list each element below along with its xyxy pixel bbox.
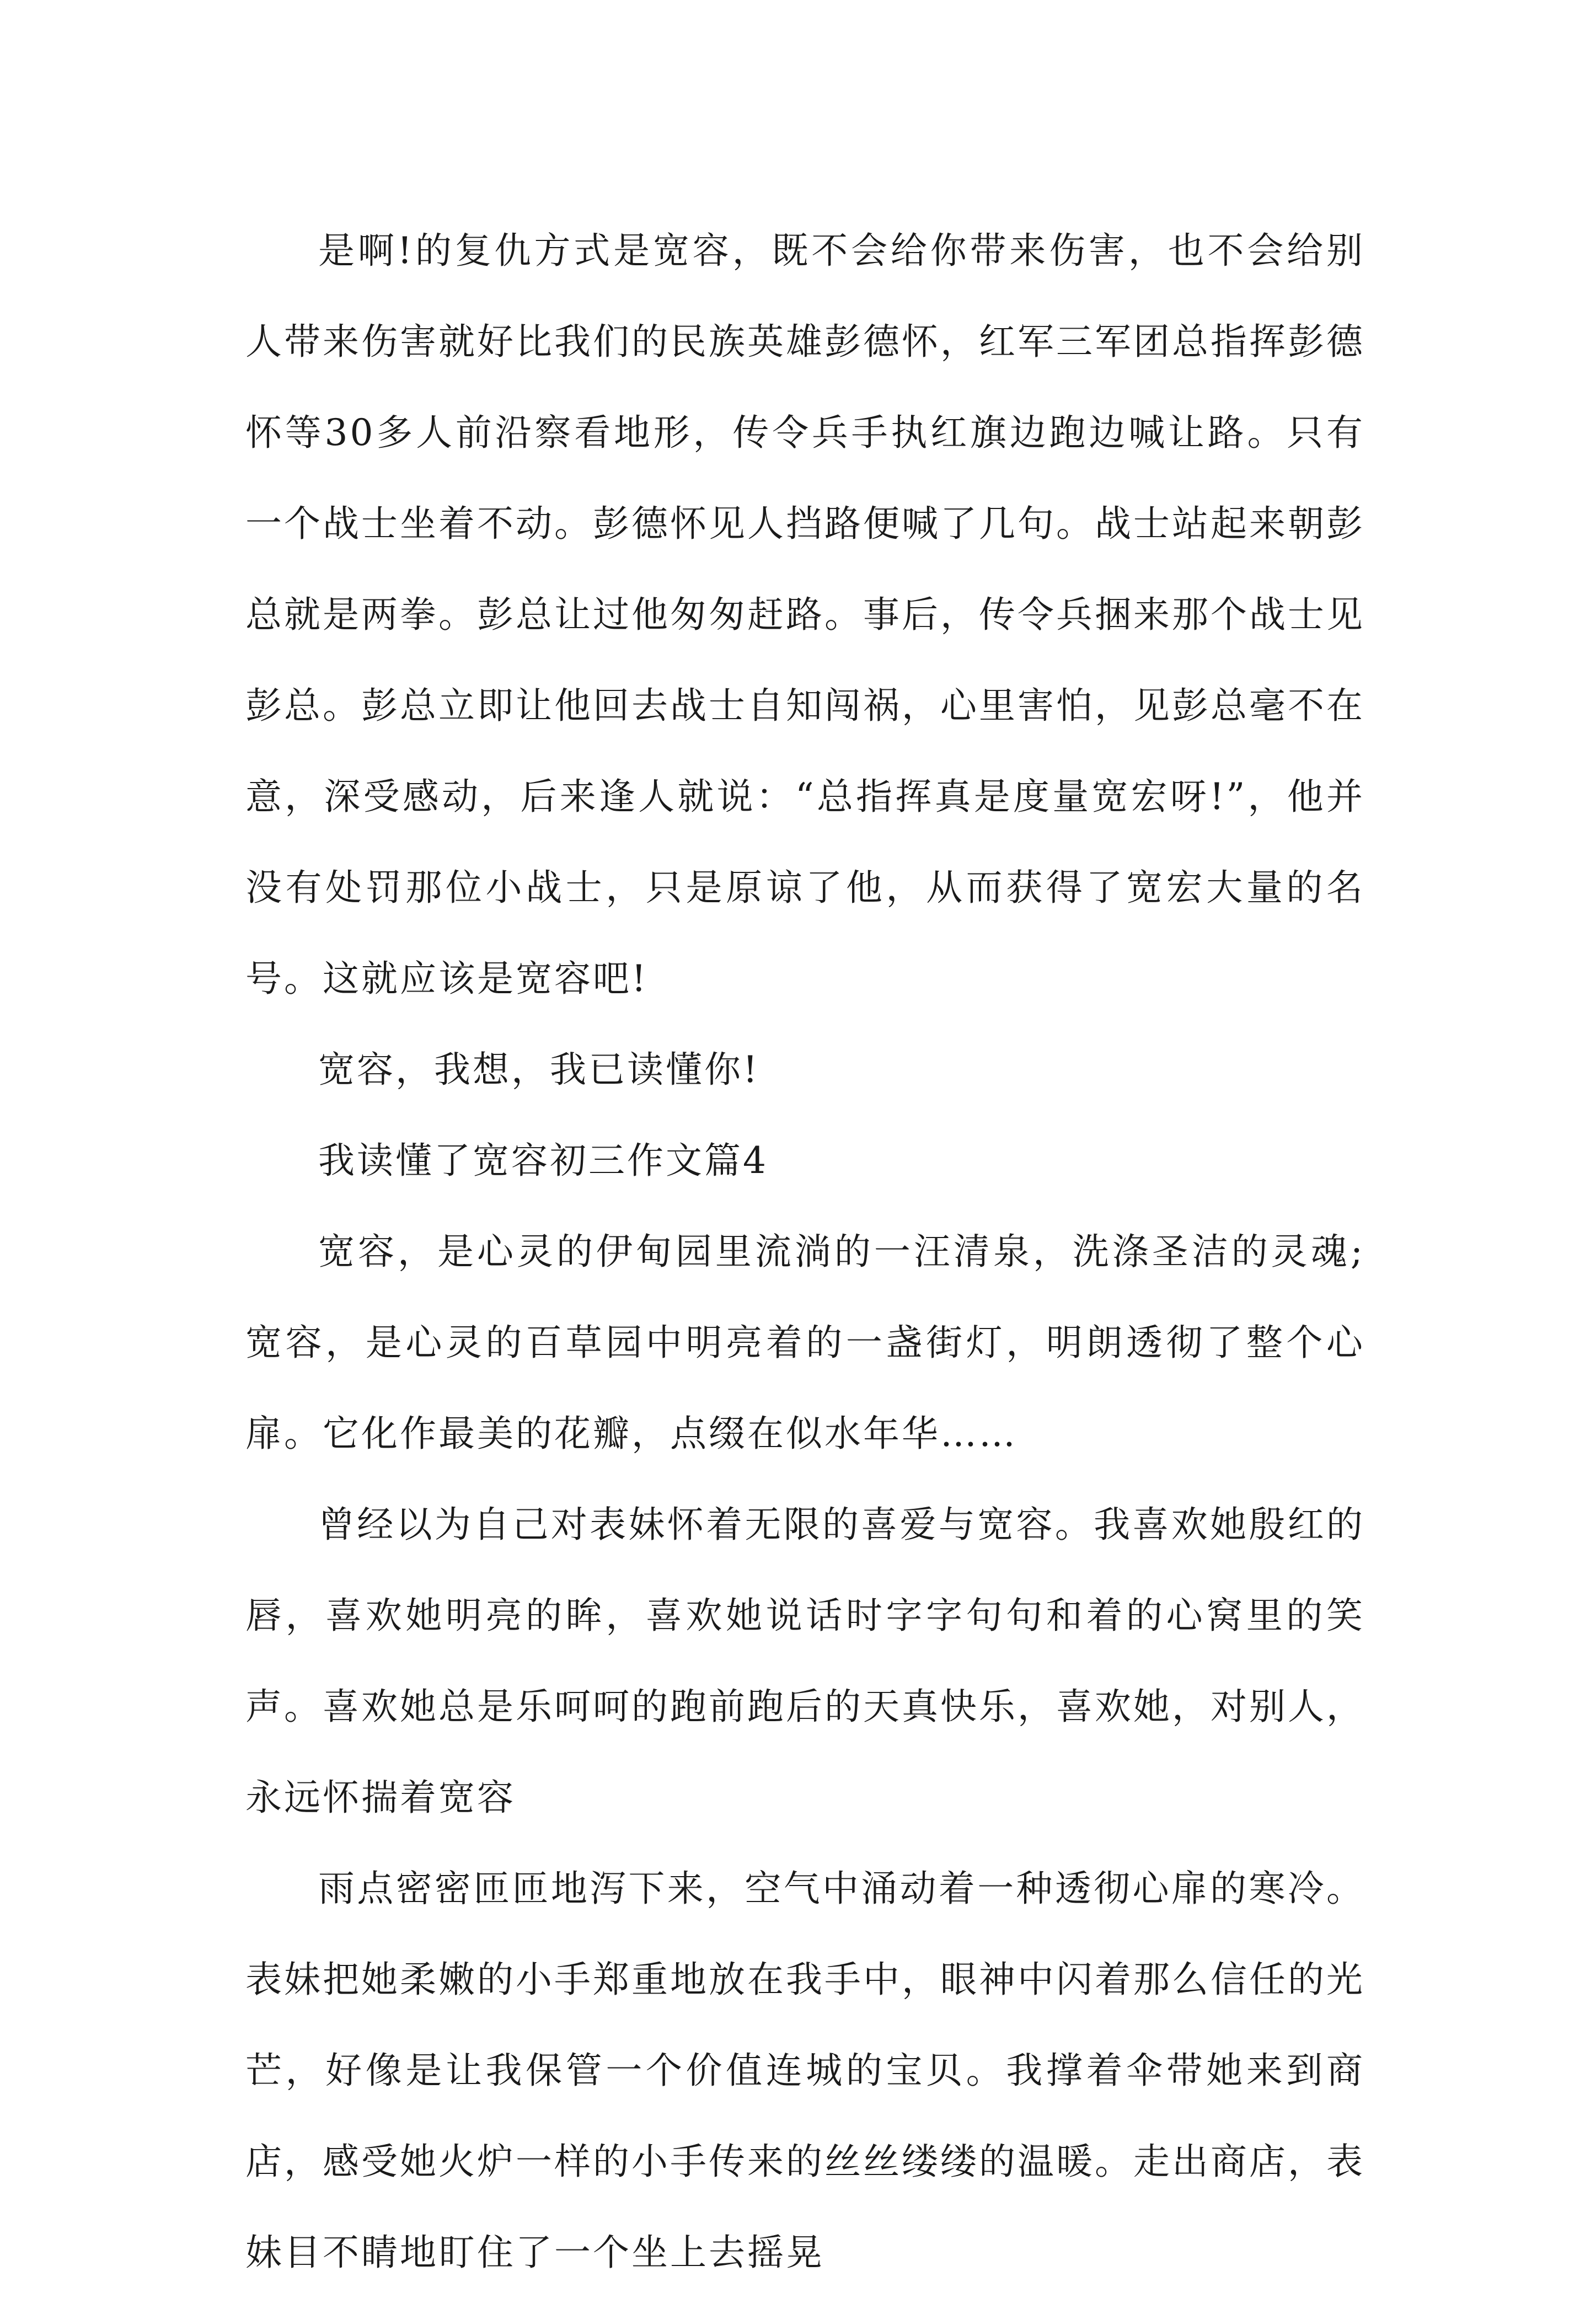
paragraph-peng-dehuai: 是啊!的复仇方式是宽容，既不会给你带来伤害，也不会给别人带来伤害就好比我们的民族英雄彭德怀，红军三军团总指挥彭德怀等30多人前沿察看地形，传令兵手执红旗边跑边喊让路。只有一个战士坐着不动。彭德怀见人挡路便喊了几句。战士站起来朝彭总就是两拳。彭总让过他匆匆赶路。事后，传令兵捆来那个战士见彭总。彭总立即让他回去战士自知闯祸，心里害怕，见彭总毫不在意，深受感动，后来逢人就说：“总指挥真是度量宽宏呀!”，他并没有处罚那位小战士，只是原谅了他，从而获得了宽宏大量的名号。这就应该是宽容吧!: [245, 229, 1365, 1000]
paragraph-understand-tolerance: 宽容，我想，我已读懂你!: [318, 1048, 760, 1091]
paragraph-cousin: 曾经以为自己对表妹怀着无限的喜爱与宽容。我喜欢她殷红的唇，喜欢她明亮的眸，喜欢她说话时字字句句和着的心窝里的笑声。喜欢她总是乐呵呵的跑前跑后的天真快乐，喜欢她，对别人，永远怀揣着宽容: [245, 1503, 1365, 1819]
paragraph-rain: 雨点密密匝匝地泻下来，空气中涌动着一种透彻心扉的寒冷。表妹把她柔嫩的小手郑重地放在我手中，眼神中闪着那么信任的光芒，好像是让我保管一个价值连城的宝贝。我撑着伞带她来到商店，感受她火炉一样的小手传来的丝丝缕缕的温暖。走出商店，表妹目不睛地盯住了一个坐上去摇晃: [245, 1867, 1365, 2274]
paragraph-tolerance-spring: 宽容，是心灵的伊甸园里流淌的一汪清泉，洗涤圣洁的灵魂;宽容，是心灵的百草园中明亮着的一盏街灯，明朗透彻了整个心扉。它化作最美的花瓣，点缀在似水年华……: [245, 1230, 1365, 1455]
essay-title: 我读懂了宽容初三作文篇4: [318, 1139, 768, 1182]
document-body: [245, 205, 1365, 2298]
